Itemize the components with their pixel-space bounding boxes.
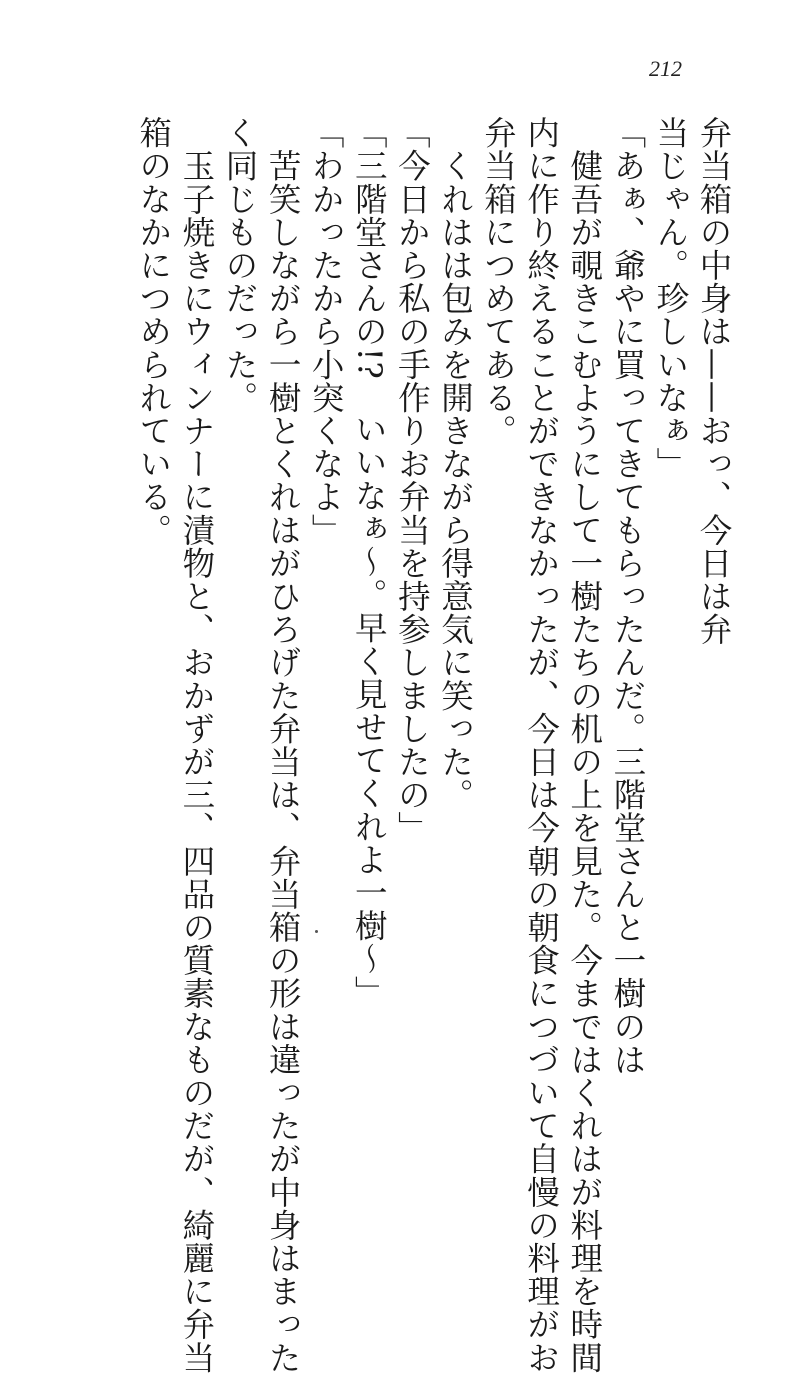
text-line: 「わかったから小突くなよ」 [307,116,346,547]
text-line: くれはは包みを開きながら得意気に笑った。 [436,116,475,812]
text-line: 苦笑しながら一樹とくれはがひろげた弁当は、弁当箱の形は違ったが中身はまった [264,116,303,1374]
text-line: く同じものだった。 [220,116,259,414]
text-line: 弁当箱の中身は——おっ、今日は弁 [695,116,733,646]
text-line: 内に作り終えることができなかったが、今日は今朝の朝食につづいて自慢の料理がお [522,116,561,1374]
text-line: 「あぁ、爺やに買ってきてもらったんだ。三階堂さんと一樹のは [608,116,647,1076]
text-line: 「今日から私の手作りお弁当を持参しましたの」 [393,116,432,845]
text-line: 箱のなかにつめられている。 [134,116,173,547]
text-line: 玉子焼きにウィンナーに漬物と、おかずが三、四品の質素なものだが、綺麗に弁当 [177,116,216,1374]
scan-speck [315,930,318,933]
text-line: 弁当箱につめてある。 [479,116,518,447]
page-number: 212 [649,56,682,81]
text-line: 「三階堂さんの!? いいなぁ～。早く見せてくれよ一樹～」 [350,116,389,1009]
text-line: 当じゃん。珍しいなぁ」 [651,116,690,481]
body-text [45,116,735,1374]
text-line: 健吾が覗きこむようにして一樹たちの机の上を見た。今まではくれはが料理を時間 [565,116,604,1374]
